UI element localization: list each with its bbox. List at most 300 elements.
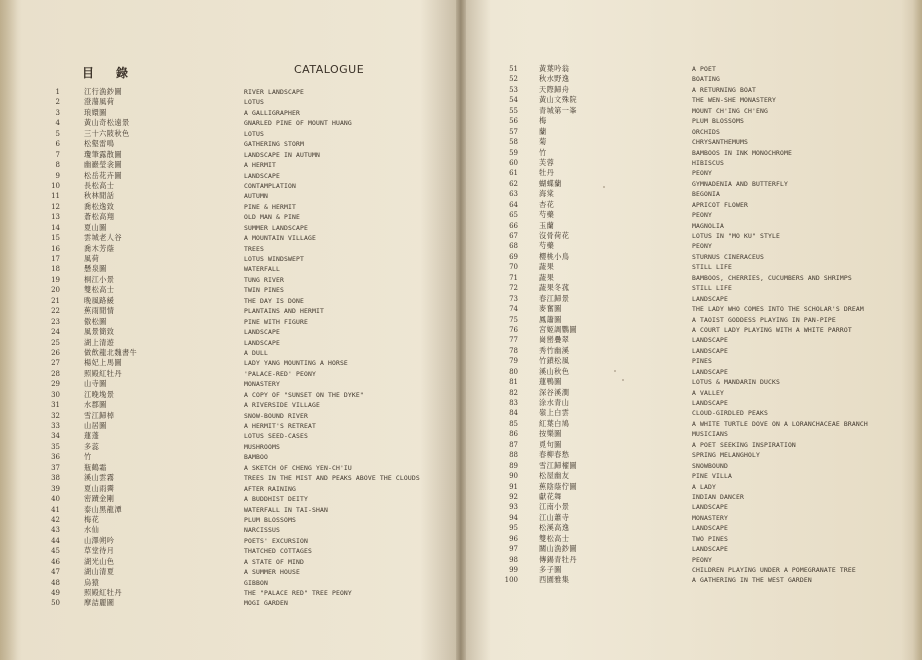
entry-number: 62 xyxy=(509,179,518,188)
entry-title-chinese: 梅 xyxy=(539,116,547,126)
entry-number: 16 xyxy=(51,244,60,253)
entry-title-chinese: 秀竹幽溪 xyxy=(539,345,570,355)
entry-title-english: LADY YANG MOUNTING A HORSE xyxy=(244,359,348,368)
entry-number: 41 xyxy=(51,505,60,514)
catalogue-heading-english: CATALOGUE xyxy=(294,63,365,76)
entry-title-chinese: 松屋幽友 xyxy=(539,471,570,481)
entry-title-english: MONASTERY xyxy=(244,380,280,389)
entry-title-chinese: 照殿紅牡丹 xyxy=(84,588,122,597)
entry-title-english: SNOW-BOUND RIVER xyxy=(244,411,308,420)
entry-title-english: LANDSCAPE xyxy=(692,294,728,303)
entry-number: 37 xyxy=(51,463,60,472)
entry-title-chinese: 菊 xyxy=(539,137,547,147)
entry-title-chinese: 晚風路緩 xyxy=(84,295,115,305)
entry-title-english: A COPY OF "SUNSET ON THE DYKE" xyxy=(244,390,364,399)
entry-title-chinese: 涂水青山 xyxy=(539,398,570,407)
entry-title-chinese: 雙松高士 xyxy=(84,285,115,295)
entry-title-english: LANDSCAPE xyxy=(244,338,280,347)
entry-title-english: NARCISSUS xyxy=(244,526,280,535)
entry-number: 24 xyxy=(51,328,60,337)
entry-title-english: PINE VILLA xyxy=(692,472,732,481)
entry-number: 93 xyxy=(509,503,518,512)
entry-number: 71 xyxy=(509,273,518,282)
entry-title-english: CLOUD-GIRDLED PEAKS xyxy=(692,409,768,418)
entry-number: 73 xyxy=(509,294,518,303)
entry-title-chinese: 覓句圖 xyxy=(539,439,562,449)
entry-number: 89 xyxy=(509,461,518,470)
entry-number: 82 xyxy=(509,388,518,397)
entry-title-chinese: 秋林閒話 xyxy=(84,191,115,201)
entry-title-chinese: 沒骨荷花 xyxy=(539,231,570,240)
entry-title-english: OLD MAN & PINE xyxy=(244,213,300,222)
entry-title-english: A HERMIT'S RETREAT xyxy=(244,422,316,430)
entry-title-english: POETS' EXCURSION xyxy=(244,536,308,545)
entry-title-chinese: 喬木芳蔭 xyxy=(84,243,115,253)
entry-title-chinese: 幽巖瑩衾圖 xyxy=(84,160,122,170)
entry-title-english: A RETURNING BOAT xyxy=(692,85,756,94)
entry-title-chinese: 傳錫青牡丹 xyxy=(539,554,577,564)
entry-number: 87 xyxy=(509,440,518,449)
entry-title-chinese: 關山漁鈔圖 xyxy=(539,544,577,554)
entry-title-english: A DULL xyxy=(244,348,268,357)
entry-title-chinese: 多蕊 xyxy=(84,441,100,451)
entry-number: 26 xyxy=(51,348,60,357)
entry-number: 79 xyxy=(509,357,518,366)
entry-title-chinese: 蘭 xyxy=(539,126,547,136)
entry-title-english: PLUM BLOSSOMS xyxy=(244,515,296,524)
entry-title-english: CONTAMPLATION xyxy=(244,181,296,190)
entry-title-chinese: 西園雅集 xyxy=(539,575,570,585)
entry-title-english: TREES IN THE MIST AND PEAKS ABOVE THE CLOUDS xyxy=(244,474,420,483)
entry-number: 36 xyxy=(51,453,60,462)
entry-number: 88 xyxy=(509,451,518,460)
entry-title-chinese: 櫻桃小鳥 xyxy=(539,251,570,261)
entry-title-english: TREES xyxy=(244,244,264,253)
entry-title-english: LANDSCAPE xyxy=(692,336,728,345)
entry-title-chinese: 湖上清遊 xyxy=(84,337,115,347)
entry-title-english: PEONY xyxy=(692,555,712,564)
entry-title-english: TWO PINES xyxy=(692,534,728,543)
entry-title-chinese: 青城第一峯 xyxy=(539,105,577,115)
entry-number: 99 xyxy=(509,566,518,574)
entry-number: 9 xyxy=(55,171,60,180)
entry-title-english: LOTUS xyxy=(244,129,264,138)
entry-title-english: LOTUS WINDSWEPT xyxy=(244,255,304,263)
entry-title-chinese: 長松高士 xyxy=(84,180,115,190)
entry-title-english: STURNUS CINERACEUS xyxy=(692,252,764,261)
entry-title-chinese: 嶺上白雲 xyxy=(539,408,570,418)
entry-number: 28 xyxy=(51,369,60,378)
entry-title-english: LANDSCAPE xyxy=(692,346,728,355)
entry-number: 12 xyxy=(51,202,60,211)
entry-title-english: A BUDDHIST DEITY xyxy=(244,495,308,504)
entry-title-english: APRICOT FLOWER xyxy=(692,200,748,209)
entry-title-english: STILL LIFE xyxy=(692,263,732,272)
entry-title-english: THE LADY WHO COMES INTO THE SCHOLAR'S DREAM xyxy=(692,305,864,314)
entry-number: 6 xyxy=(55,140,60,149)
entry-title-english: THE "PALACE RED" TREE PEONY xyxy=(244,589,352,597)
entry-title-english: HIBISCUS xyxy=(692,158,724,167)
catalogue-heading-chinese: 目錄 xyxy=(82,66,151,80)
entry-title-chinese: 雲城老人谷 xyxy=(84,233,122,243)
entry-number: 59 xyxy=(509,148,518,157)
entry-title-english: GNARLED PINE OF MOUNT HUANG xyxy=(244,119,352,128)
entry-title-chinese: 梅花 xyxy=(84,514,100,524)
entry-title-chinese: 山澤朔吟 xyxy=(84,535,115,545)
entry-title-chinese: 江晚堍景 xyxy=(84,389,115,399)
entry-title-english: INDIAN DANCER xyxy=(692,492,744,501)
entry-title-chinese: 泰山黑龍潭 xyxy=(84,504,122,514)
entry-title-english: PLUM BLOSSOMS xyxy=(692,117,744,126)
entry-number: 63 xyxy=(509,190,518,199)
entry-title-chinese: 照殿紅牡丹 xyxy=(84,368,122,378)
entry-title-english: THATCHED COTTAGES xyxy=(244,547,312,556)
entry-number: 52 xyxy=(509,75,518,84)
entry-title-chinese: 夏山圖 xyxy=(84,222,107,232)
entry-title-chinese: 風景簡致 xyxy=(84,327,115,337)
paper-speck xyxy=(622,379,624,381)
entry-title-english: WATERFALL xyxy=(244,265,280,274)
entry-title-english: A SKETCH OF CHENG YEN-CH'IU xyxy=(244,463,352,472)
entry-title-english: MUSHROOMS xyxy=(244,442,280,451)
entry-title-chinese: 瓊筆露散圖 xyxy=(84,149,122,159)
entry-number: 47 xyxy=(51,568,60,577)
entry-title-chinese: 麥奮圖 xyxy=(539,304,562,314)
entry-title-chinese: 松溪高逸 xyxy=(539,523,570,533)
entry-title-chinese: 夏山雨霽 xyxy=(84,483,115,493)
entry-title-chinese: 黃山文殊院 xyxy=(539,95,577,105)
entry-number: 4 xyxy=(55,119,60,128)
entry-number: 65 xyxy=(509,211,518,220)
entry-title-chinese: 黃葉吟翁 xyxy=(539,64,570,73)
entry-title-chinese: 雪江歸櫂圖 xyxy=(539,460,577,470)
entry-title-chinese: 竹鎖松風 xyxy=(539,356,570,366)
entry-number: 91 xyxy=(509,482,518,491)
entry-title-chinese: 松岳花卉圖 xyxy=(84,170,122,180)
entry-number: 76 xyxy=(509,325,518,334)
entry-title-english: A POET SEEKING INSPIRATION xyxy=(692,440,796,449)
entry-number: 5 xyxy=(55,129,60,138)
entry-number: 64 xyxy=(509,200,518,209)
entry-title-english: PINES xyxy=(692,357,712,366)
entry-number: 57 xyxy=(509,127,518,136)
entry-number: 90 xyxy=(509,472,518,481)
entry-title-chinese: 春柳春愁 xyxy=(539,450,570,460)
entry-title-english: A TAOIST GODDESS PLAYING IN PAN-PIPE xyxy=(692,315,836,324)
entry-number: 81 xyxy=(509,378,518,387)
entry-title-english: LOTUS & MANDARIN DUCKS xyxy=(692,378,780,387)
entry-title-chinese: 湖光山色 xyxy=(84,556,115,566)
entry-title-english: BAMBOO xyxy=(244,453,268,462)
entry-title-chinese: 湖山清夏 xyxy=(84,567,115,577)
entry-title-chinese: 烏猿 xyxy=(84,577,100,587)
entry-number: 32 xyxy=(51,411,60,420)
paper-speck xyxy=(603,186,605,188)
entry-number: 31 xyxy=(51,401,60,410)
entry-number: 30 xyxy=(51,390,60,399)
entry-title-english: TWIN PINES xyxy=(244,286,284,295)
entry-number: 21 xyxy=(51,296,60,305)
entry-number: 25 xyxy=(51,338,60,347)
entry-number: 55 xyxy=(509,106,518,115)
entry-title-english: A VALLEY xyxy=(692,388,724,397)
entry-title-chinese: 芍藥 xyxy=(539,210,555,220)
entry-title-chinese: 懸泉圖 xyxy=(84,264,107,274)
entry-number: 85 xyxy=(509,419,518,428)
entry-number: 72 xyxy=(509,284,518,293)
entry-number: 38 xyxy=(51,474,60,483)
entry-number: 20 xyxy=(51,286,60,295)
entry-title-english: BEGONIA xyxy=(692,190,720,199)
entry-title-english: LANDSCAPE xyxy=(244,171,280,180)
entry-number: 78 xyxy=(509,346,518,355)
entry-title-chinese: 風荷 xyxy=(84,254,100,263)
entry-title-english: THE WEN-SHE MONASTERY xyxy=(692,96,776,105)
entry-title-english: A GALLIGRAPHER xyxy=(244,108,300,117)
entry-title-english: LANDSCAPE IN AUTUMN xyxy=(244,150,320,159)
entry-number: 10 xyxy=(51,181,60,190)
entry-title-chinese: 江南小景 xyxy=(539,502,570,512)
entry-title-chinese: 蒼松高翔 xyxy=(84,212,115,222)
entry-title-chinese: 雙松高士 xyxy=(539,533,570,543)
entry-title-chinese: 溪山秋色 xyxy=(539,366,570,376)
entry-title-english: LOTUS SEED-CASES xyxy=(244,432,308,441)
entry-number: 53 xyxy=(509,85,518,94)
entry-number: 75 xyxy=(509,315,518,324)
entry-title-chinese: 芍藥 xyxy=(539,241,555,251)
entry-title-english: BAMBOOS, CHERRIES, CUCUMBERS AND SHRIMPS xyxy=(692,273,852,282)
entry-title-chinese: 牡丹 xyxy=(539,168,555,178)
entry-number: 8 xyxy=(55,161,60,170)
entry-number: 35 xyxy=(51,442,60,451)
entry-title-chinese: 傲松圖 xyxy=(84,316,107,326)
entry-title-english: LANDSCAPE xyxy=(692,399,728,407)
entry-title-english: A COURT LADY PLAYING WITH A WHITE PARROT xyxy=(692,325,852,334)
entry-number: 42 xyxy=(51,515,60,524)
entry-number: 86 xyxy=(509,430,518,439)
entry-number: 92 xyxy=(509,492,518,501)
entry-title-chinese: 秋水野逸 xyxy=(539,74,570,84)
entry-title-chinese: 天際歸舟 xyxy=(539,84,570,94)
entry-number: 80 xyxy=(509,367,518,376)
entry-title-english: GIBBON xyxy=(244,578,268,587)
entry-number: 83 xyxy=(509,399,518,407)
entry-title-english: CHILDREN PLAYING UNDER A POMEGRANATE TREE xyxy=(692,566,856,574)
entry-title-chinese: 蝴蝶蘭 xyxy=(539,178,562,188)
entry-number: 15 xyxy=(51,234,60,243)
entry-title-english: A WHITE TURTLE DOVE ON A LORANCHACEAE BRANCH xyxy=(692,419,868,428)
entry-title-english: PINE & HERMIT xyxy=(244,202,296,211)
right-page xyxy=(461,0,922,660)
entry-title-english: GATHERING STORM xyxy=(244,140,304,149)
entry-title-english: A LADY xyxy=(692,482,716,491)
entry-number: 43 xyxy=(51,526,60,535)
entry-title-chinese: 山寺圖 xyxy=(84,379,107,389)
entry-title-chinese: 蕉陰蔭佇圖 xyxy=(539,481,577,491)
entry-title-english: BOATING xyxy=(692,75,720,84)
entry-title-english: AFTER RAINING xyxy=(244,484,296,493)
entry-number: 1 xyxy=(55,88,60,96)
entry-title-chinese: 崗巒疊翠 xyxy=(539,335,570,345)
entry-title-chinese: 蔬果 xyxy=(539,272,555,282)
entry-title-english: MAGNOLIA xyxy=(692,221,724,230)
entry-title-chinese: 松壑雷鳴 xyxy=(84,139,115,149)
entry-title-chinese: 溪山雲霧 xyxy=(84,473,115,483)
entry-title-chinese: 多子圖 xyxy=(539,565,562,574)
entry-title-english: A RIVERSIDE VILLAGE xyxy=(244,401,320,410)
entry-title-english: A POET xyxy=(692,65,716,73)
entry-title-chinese: 杏花 xyxy=(539,199,555,209)
entry-title-chinese: 蓮鴨圖 xyxy=(539,377,562,387)
entry-number: 69 xyxy=(509,252,518,261)
entry-title-english: LANDSCAPE xyxy=(244,328,280,337)
entry-number: 70 xyxy=(509,263,518,272)
entry-number: 61 xyxy=(509,169,518,178)
entry-title-english: AUTUMN xyxy=(244,192,268,201)
entry-title-english: LOTUS IN "MO KU" STYLE xyxy=(692,232,780,240)
entry-title-english: LOTUS xyxy=(244,98,264,107)
entry-title-chinese: 摩詰麗圖 xyxy=(84,598,115,608)
paper-speck xyxy=(614,370,616,372)
entry-title-english: A HERMIT xyxy=(244,161,276,170)
entry-title-chinese: 海棠 xyxy=(539,189,555,199)
entry-title-chinese: 江行漁鈔圖 xyxy=(84,87,122,96)
entry-title-chinese: 楊妃上馬圖 xyxy=(84,358,122,368)
entry-number: 54 xyxy=(509,96,518,105)
entry-title-english: TUNG RIVER xyxy=(244,275,284,284)
entry-title-english: SPRING MELANGHOLY xyxy=(692,451,760,460)
entry-title-chinese: 蔬果冬菰 xyxy=(539,283,570,293)
entry-title-chinese: 蓮蓬 xyxy=(84,431,100,441)
entry-title-chinese: 水郡圖 xyxy=(84,400,107,410)
entry-number: 51 xyxy=(509,65,518,73)
entry-title-chinese: 春江歸景 xyxy=(539,293,570,303)
entry-number: 60 xyxy=(509,158,518,167)
entry-number: 14 xyxy=(51,223,60,232)
entry-title-english: LANDSCAPE xyxy=(692,503,728,512)
entry-number: 66 xyxy=(509,221,518,230)
entry-title-chinese: 草堂待月 xyxy=(84,546,115,556)
entry-number: 50 xyxy=(51,599,60,608)
entry-title-english: LANDSCAPE xyxy=(692,524,728,533)
entry-number: 95 xyxy=(509,524,518,533)
entry-number: 67 xyxy=(509,232,518,240)
entry-title-english: SUMMER LANDSCAPE xyxy=(244,223,308,232)
entry-title-english: PEONY xyxy=(692,242,712,251)
entry-number: 98 xyxy=(509,555,518,564)
entry-title-english: GYMNADENIA AND BUTTERFLY xyxy=(692,179,788,188)
entry-title-chinese: 黃山奇松遠景 xyxy=(84,118,130,128)
entry-title-chinese: 獻花舞 xyxy=(539,491,562,501)
entry-number: 58 xyxy=(509,138,518,147)
entry-title-chinese: 蕉雨閒情 xyxy=(84,306,115,316)
entry-number: 49 xyxy=(51,589,60,597)
entry-number: 19 xyxy=(51,275,60,284)
entry-number: 45 xyxy=(51,547,60,556)
entry-number: 84 xyxy=(509,409,518,418)
entry-number: 44 xyxy=(51,536,60,545)
entry-title-english: PINE WITH FIGURE xyxy=(244,317,308,326)
entry-title-chinese: 喬松逸致 xyxy=(84,201,115,211)
entry-title-chinese: 三十六陂秋色 xyxy=(84,128,130,138)
entry-number: 68 xyxy=(509,242,518,251)
entry-title-english: MOGI GARDEN xyxy=(244,599,288,608)
entry-title-english: MOUNT CH'ING CH'ENG xyxy=(692,106,768,115)
entry-title-english: WATERFALL IN TAI-SHAN xyxy=(244,505,328,514)
entry-title-chinese: 雪江歸棹 xyxy=(84,410,115,420)
entry-number: 7 xyxy=(55,150,60,159)
entry-number: 48 xyxy=(51,578,60,587)
entry-number: 77 xyxy=(509,336,518,345)
entry-title-chinese: 宮姬調鸚圖 xyxy=(539,324,577,334)
entry-number: 46 xyxy=(51,557,60,566)
entry-number: 74 xyxy=(509,305,518,314)
entry-number: 100 xyxy=(504,576,518,585)
entry-title-chinese: 瓶鶴霜 xyxy=(84,462,107,472)
entry-title-chinese: 桐江小景 xyxy=(84,274,115,284)
entry-number: 22 xyxy=(51,307,60,316)
entry-title-chinese: 按樂圖 xyxy=(539,429,562,439)
entry-title-chinese: 鳳簫圖 xyxy=(539,314,562,324)
entry-number: 29 xyxy=(51,380,60,389)
entry-title-chinese: 密蹟金剛 xyxy=(84,494,115,504)
entry-title-english: PLANTAINS AND HERMIT xyxy=(244,307,324,316)
entry-title-chinese: 芙蓉 xyxy=(539,157,555,167)
entry-title-english: LANDSCAPE xyxy=(692,545,728,554)
entry-title-english: CHRYSANTHEMUMS xyxy=(692,138,748,147)
entry-title-english: MUSICIANS xyxy=(692,430,728,439)
entry-number: 23 xyxy=(51,317,60,326)
entry-number: 18 xyxy=(51,265,60,274)
entry-title-english: PEONY xyxy=(692,169,712,178)
entry-number: 3 xyxy=(55,108,60,117)
entry-title-english: A MOUNTAIN VILLAGE xyxy=(244,234,316,243)
entry-title-chinese: 江山蕭寺 xyxy=(539,512,570,522)
entry-title-chinese: 做飲龍北魏書牛 xyxy=(84,347,138,357)
entry-title-chinese: 竹 xyxy=(539,147,547,157)
entry-title-chinese: 玉蘭 xyxy=(539,220,555,230)
entry-number: 33 xyxy=(51,422,60,430)
entry-number: 39 xyxy=(51,484,60,493)
entry-title-chinese: 澄蕩風荷 xyxy=(84,97,115,107)
entry-title-english: BAMBOOS IN INK MONOCHROME xyxy=(692,148,792,157)
entry-title-english: RIVER LANDSCAPE xyxy=(244,88,304,96)
entry-number: 94 xyxy=(509,513,518,522)
entry-title-english: PEONY xyxy=(692,211,712,220)
entry-title-chinese: 深谷溪澗 xyxy=(539,387,570,397)
entry-number: 2 xyxy=(55,98,60,107)
entry-title-chinese: 山居圖 xyxy=(84,421,107,430)
entry-title-chinese: 蔬果 xyxy=(539,262,555,272)
entry-title-chinese: 水仙 xyxy=(84,525,100,535)
entry-title-english: A SUMMER HOUSE xyxy=(244,568,300,577)
entry-number: 13 xyxy=(51,213,60,222)
entry-number: 11 xyxy=(51,192,60,201)
entry-title-english: STILL LIFE xyxy=(692,284,732,293)
entry-title-english: ORCHIDS xyxy=(692,127,720,136)
entry-number: 27 xyxy=(51,359,60,368)
entry-title-english: 'PALACE-RED' PEONY xyxy=(244,369,316,378)
entry-number: 97 xyxy=(509,545,518,554)
entry-title-english: MONASTERY xyxy=(692,513,728,522)
entry-title-chinese: 琅嬛圖 xyxy=(84,107,107,117)
entry-title-english: A STATE OF MIND xyxy=(244,557,304,566)
entry-title-chinese: 竹 xyxy=(84,452,92,462)
entry-number: 56 xyxy=(509,117,518,126)
entry-number: 17 xyxy=(51,255,60,263)
entry-number: 40 xyxy=(51,495,60,504)
entry-title-chinese: 紅葉白鳩 xyxy=(539,418,570,428)
